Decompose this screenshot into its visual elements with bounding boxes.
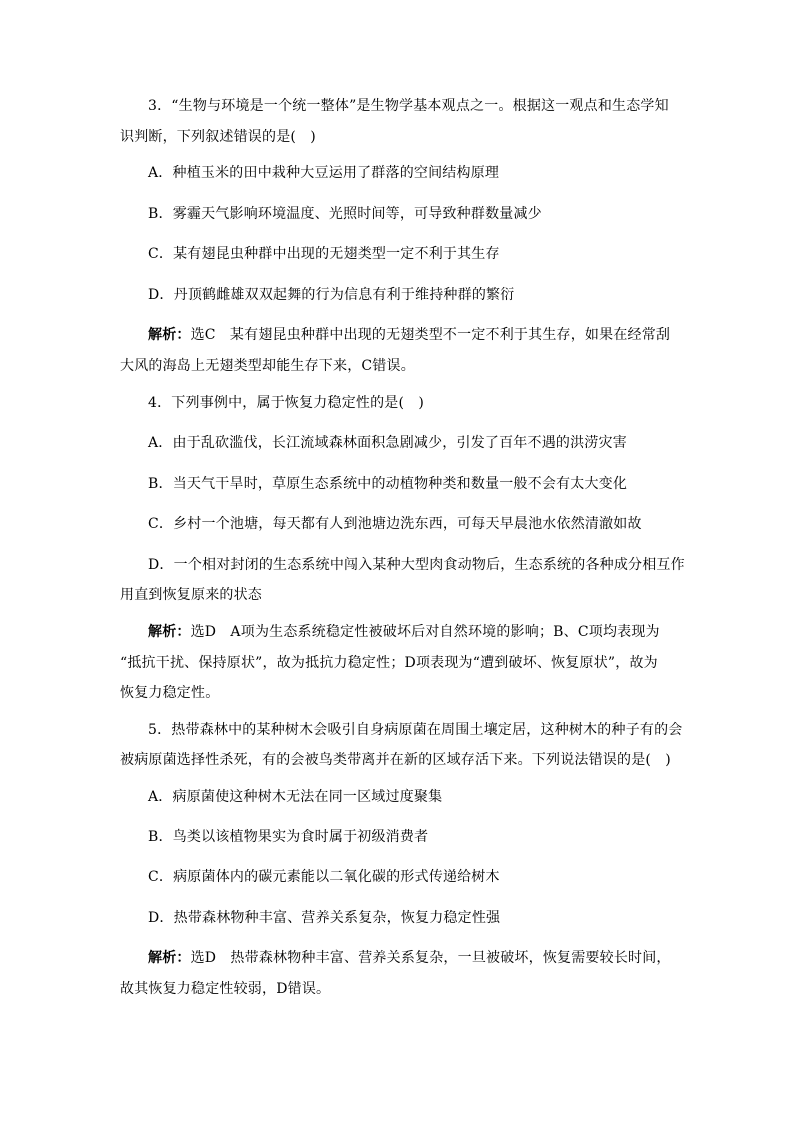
question-3-option-b: B．雾霾天气影响环境温度、光照时间等，可导致种群数量减少	[148, 206, 542, 222]
question-3-option-a: A．种植玉米的田中栽种大豆运用了群落的空间结构原理	[148, 165, 500, 181]
question-4-analysis-cont: “抵抗干扰、保持原状”，故为抵抗力稳定性；D项表现为“遭到破坏、恢复原状”，故为	[120, 655, 658, 671]
question-5-option-d: D．热带森林物种丰富、营养关系复杂，恢复力稳定性强	[148, 910, 501, 926]
analysis-text: 选D A项为生态系统稳定性被破坏后对自然环境的影响；B、C项均表现为	[190, 624, 660, 640]
question-5-analysis-cont: 故其恢复力稳定性较弱，D错误。	[120, 981, 331, 997]
question-5-option-b: B．鸟类以该植物果实为食时属于初级消费者	[148, 829, 429, 845]
question-3-analysis	[148, 325, 670, 345]
question-4-option-a: A．由于乱砍滥伐，长江流域森林面积急剧减少，引发了百年不遇的洪涝灾害	[148, 435, 627, 451]
question-4-option-d-cont: 用直到恢复原来的状态	[120, 587, 262, 603]
question-5-option-a: A．病原菌使这种树木无法在同一区域过度聚集	[148, 789, 443, 805]
question-5-analysis	[148, 948, 671, 968]
question-3-option-d: D．丹顶鹤雌雄双双起舞的行为信息有利于维持种群的繁衍	[148, 287, 515, 303]
question-4-option-d: D．一个相对封闭的生态系统中闯入某种大型肉食动物后，生态系统的各种成分相互作	[148, 557, 685, 573]
analysis-text: 选C 某有翅昆虫种群中出现的无翅类型不一定不利于其生存，如果在经常刮	[190, 327, 671, 343]
question-3-stem: 3．“生物与环境是一个统一整体”是生物学基本观点之一。根据这一观点和生态学知	[148, 98, 669, 114]
question-5-stem: 5．热带森林中的某种树木会吸引自身病原菌在周围土壤定居，这种树木的种子有的会	[148, 722, 683, 738]
question-5-stem-cont: 被病原菌选择性杀死，有的会被鸟类带离并在新的区域存活下来。下列说法错误的是( )	[120, 752, 671, 768]
question-4-analysis-cont-2: 恢复力稳定性。	[120, 685, 220, 701]
question-4-analysis	[148, 622, 660, 642]
analysis-label: 解析：	[148, 950, 191, 966]
question-3-analysis-cont: 大风的海岛上无翅类型却能生存下来，C错误。	[120, 358, 415, 374]
analysis-text: 选D 热带森林物种丰富、营养关系复杂，一旦被破坏，恢复需要较长时间，	[190, 950, 671, 966]
question-3-option-c: C．某有翅昆虫种群中出现的无翅类型一定不利于其生存	[148, 246, 500, 262]
question-5-option-c: C．病原菌体内的碳元素能以二氧化碳的形式传递给树木	[148, 869, 500, 885]
question-4-stem: 4．下列事例中，属于恢复力稳定性的是( )	[148, 395, 425, 411]
question-4-option-b: B．当天气干旱时，草原生态系统中的动植物种类和数量一般不会有太大变化	[148, 476, 628, 492]
analysis-label: 解析：	[148, 624, 191, 640]
question-4-option-c: C．乡村一个池塘，每天都有人到池塘边洗东西，可每天早晨池水依然清澈如故	[148, 516, 642, 532]
question-3-stem-cont: 识判断，下列叙述错误的是( )	[120, 129, 316, 145]
analysis-label: 解析：	[148, 327, 191, 343]
